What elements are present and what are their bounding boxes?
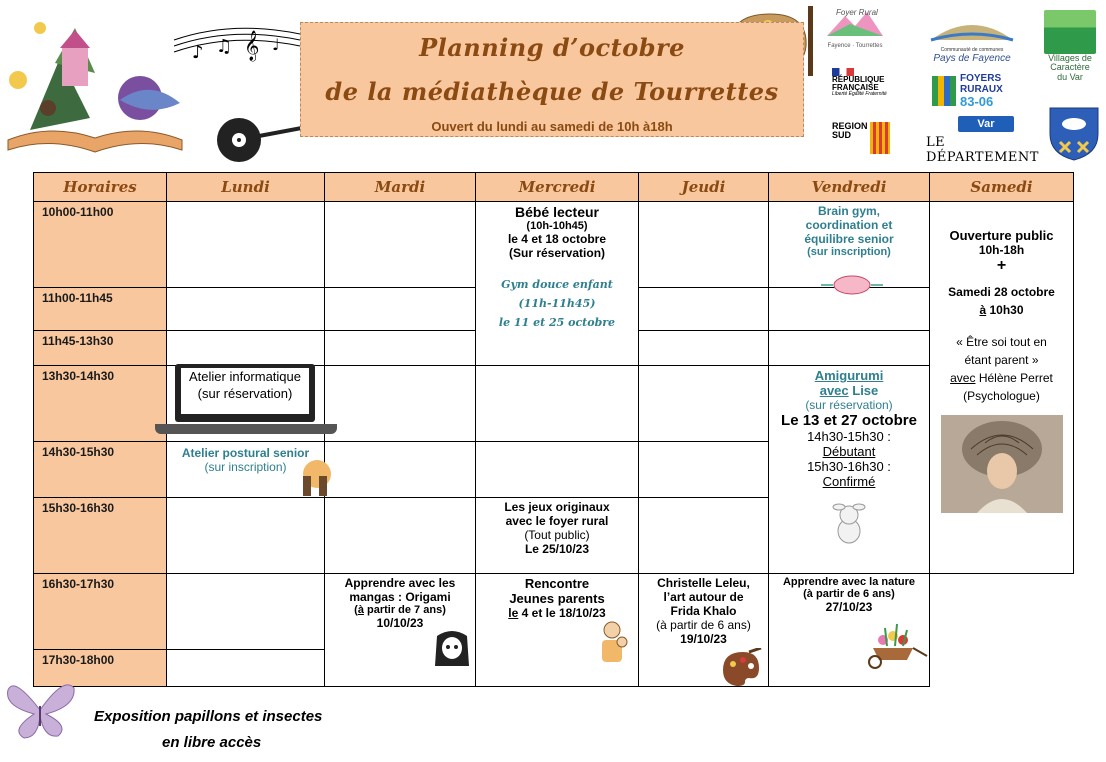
villages-text-1: Villages de [1048, 53, 1092, 63]
col-header-vendredi: Vendredi [769, 173, 930, 202]
event-speaker: Hélène Perret [975, 371, 1053, 385]
event-quote: « Être soi tout en [956, 335, 1047, 349]
var-badge: Var [958, 116, 1014, 132]
cell-empty [325, 331, 476, 366]
cell-empty [167, 288, 325, 331]
event-date: 27/10/23 [825, 600, 873, 614]
pays-name-text: Pays de Fayence [933, 53, 1011, 64]
time-slot: 10h00-11h00 [34, 202, 167, 288]
event-title: équilibre senior [804, 232, 894, 246]
manga-girl-icon [429, 626, 475, 672]
event-opening: Ouverture public [949, 228, 1054, 243]
cell-empty [639, 498, 769, 574]
event-age: (à partir de 6 ans) [656, 618, 751, 632]
cell-empty [639, 442, 769, 498]
departement-var-logo [926, 116, 1050, 165]
book-illustration [0, 18, 190, 160]
svg-text:♪: ♪ [192, 42, 204, 63]
col-header-lundi: Lundi [167, 173, 325, 202]
republique-text-2: FRANÇAISE [832, 83, 879, 92]
event-dates: 4 et le 18/10/23 [518, 606, 606, 620]
cell-empty [769, 331, 930, 366]
foyers-text-3: 83-06 [960, 94, 994, 109]
cell-empty [167, 331, 325, 366]
region-text-1: REGION [832, 121, 868, 131]
cell-empty [167, 202, 325, 288]
cell-empty [639, 288, 769, 331]
event-mangas-origami [325, 574, 476, 687]
event-note: (Sur réservation) [508, 246, 606, 260]
cell-empty [639, 331, 769, 366]
schedule-table [33, 172, 1074, 687]
laptop-icon [175, 364, 315, 422]
svg-text:𝄞: 𝄞 [244, 31, 260, 61]
foyers-text-1: FOYERS [960, 73, 1002, 84]
event-samedi [930, 202, 1074, 574]
event-level: Confirmé [822, 474, 876, 489]
villages-text-2: Caractère [1050, 62, 1090, 73]
cell-empty [325, 442, 476, 498]
event-atelier-informatique [167, 366, 325, 442]
event-date: Samedi 28 octobre [948, 285, 1055, 299]
cell-empty [476, 442, 639, 498]
event-date: 19/10/23 [680, 632, 727, 646]
cell-empty [639, 366, 769, 442]
foyer-rural-text: Foyer Rural [836, 8, 878, 17]
cell-empty [476, 366, 639, 442]
col-header-mercredi: Mercredi [476, 173, 639, 202]
event-title: Frida Khalo [670, 604, 737, 618]
event-time: 10h30 [986, 303, 1024, 317]
region-sud-logo [832, 122, 902, 140]
time-slot: 11h00-11h45 [34, 288, 167, 331]
event-atelier-postural [167, 442, 325, 498]
time-slot: 11h45-13h30 [34, 331, 167, 366]
table-row [34, 366, 1074, 442]
foyers-ruraux-icon [932, 76, 956, 106]
event-title: mangas : Origami [349, 590, 451, 604]
cell-empty [325, 288, 476, 331]
event-age: (à partir de 6 ans) [803, 588, 895, 600]
pays-de-fayence-logo [922, 10, 1022, 64]
event-title: Apprendre avec les [344, 576, 456, 590]
brain-gym-icon [819, 272, 885, 298]
col-header-horaires: Horaires [34, 173, 167, 202]
cell-empty [639, 202, 769, 288]
event-title: Brain gym, [817, 204, 880, 218]
event-note: (sur inscription) [204, 460, 287, 474]
svg-text:♫: ♫ [216, 36, 233, 57]
col-header-samedi: Samedi [930, 173, 1074, 202]
amigurumi-bunny-icon [831, 501, 867, 545]
event-jeux-originaux [476, 498, 639, 574]
event-level: Débutant [822, 444, 876, 459]
flower-wheelbarrow-icon [863, 620, 929, 670]
event-title: Bébé lecteur [514, 204, 600, 220]
event-gym-time: (11h-11h45) [518, 297, 596, 310]
foyers-text-2: RURAUX [960, 83, 1003, 95]
footer-libre-acces: en libre accès [162, 734, 262, 751]
cell-empty [167, 650, 325, 687]
event-time: (10h-10h45) [526, 220, 588, 232]
cell-empty [325, 202, 476, 288]
event-jeunes-parents [476, 574, 639, 687]
village-hill-icon [927, 10, 1017, 42]
event-with: avec [950, 371, 976, 385]
republique-text-3: Liberté Égalité Fraternité [832, 91, 887, 97]
table-row [34, 202, 1074, 288]
departement-text: LE DÉPARTEMENT [926, 135, 1039, 165]
event-date: Le 25/10/23 [524, 542, 590, 556]
cell-empty [769, 288, 930, 331]
event-slot: 15h30-16h30 : [807, 459, 891, 474]
cell-empty [325, 498, 476, 574]
time-slot: 13h30-14h30 [34, 366, 167, 442]
foyers-ruraux-logo [932, 74, 1018, 108]
event-host: Christelle Leleu, [657, 576, 750, 590]
time-slot: 14h30-15h30 [34, 442, 167, 498]
cell-empty [167, 498, 325, 574]
event-nature [769, 574, 930, 687]
pays-top-text: Communauté de communes [940, 47, 1004, 53]
event-dates: Le 13 et 27 octobre [781, 412, 917, 429]
event-title: Amigurumi [814, 368, 884, 383]
event-paren: ( [354, 604, 358, 616]
cell-empty [325, 366, 476, 442]
event-note: (sur inscription) [807, 246, 891, 258]
region-flag-icon [870, 122, 890, 154]
region-text-2: SUD [832, 130, 852, 140]
event-title: Rencontre [524, 576, 590, 591]
republique-logo [832, 68, 902, 97]
event-title: Atelier informatique [189, 369, 301, 384]
event-title: coordination et [805, 218, 893, 232]
event-title: Atelier postural senior [181, 446, 310, 460]
svg-text:♩: ♩ [272, 35, 280, 54]
event-age-prefix: à [357, 604, 364, 616]
col-header-jeudi: Jeudi [639, 173, 769, 202]
laptop-base-icon [155, 424, 337, 434]
opening-hours: Ouvert du lundi au samedi de 10h à18h [431, 119, 673, 134]
foyer-rural-sub: Fayence · Tourrettes [827, 43, 883, 49]
cell-empty [167, 574, 325, 650]
time-slot: 17h30-18h00 [34, 650, 167, 687]
tourrettes-shield-icon [1046, 104, 1102, 162]
event-age: partir de 7 ans) [363, 604, 446, 616]
table-row [34, 574, 1074, 650]
event-title: Apprendre avec la nature [782, 576, 916, 588]
footer-exposition: Exposition papillons et insectes [94, 708, 323, 725]
event-slot: 14h30-15h30 : [807, 429, 891, 444]
event-dates: le 4 et 18 octobre [507, 232, 607, 246]
page-subtitle: de la médiathèque de Tourrettes [325, 77, 779, 106]
thinking-woman-image [941, 415, 1063, 513]
header-row [34, 173, 1074, 202]
music-notes-icon [172, 20, 302, 70]
event-note: (sur réservation) [805, 398, 893, 412]
villages-icon [1044, 10, 1096, 54]
event-gym-dates: le 11 et 25 octobre [498, 316, 616, 329]
painter-palette-icon [719, 648, 763, 688]
event-title: avec le foyer rural [505, 514, 609, 528]
event-bebe-lecteur [476, 202, 639, 366]
event-note: (sur réservation) [197, 386, 293, 401]
event-date: 10/10/23 [376, 616, 424, 630]
event-gym-title: Gym douce enfant [501, 278, 613, 291]
event-amigurumi [769, 366, 930, 574]
time-slot: 15h30-16h30 [34, 498, 167, 574]
event-note: (Tout public) [524, 528, 590, 542]
event-title: Les jeux originaux [504, 500, 610, 514]
seniors-exercise-icon [295, 458, 339, 498]
event-quote: étant parent » [964, 353, 1039, 367]
foyer-rural-logo [822, 8, 888, 64]
villages-text-3: du Var [1057, 71, 1083, 82]
villages-caractere-logo [1038, 10, 1102, 82]
event-at: à [979, 303, 987, 317]
event-frida-khalo [639, 574, 769, 687]
col-header-mardi: Mardi [325, 173, 476, 202]
page-title: Planning d’octobre [419, 33, 685, 62]
event-opening-hours: 10h-18h [978, 243, 1025, 257]
butterfly-icon [4, 676, 78, 742]
event-plus: + [996, 257, 1007, 274]
event-title: l’art autour de [663, 590, 744, 604]
parent-child-icon [594, 620, 630, 664]
title-banner [300, 22, 804, 137]
event-dates-prefix: le [508, 606, 519, 620]
time-slot: 16h30-17h30 [34, 574, 167, 650]
republique-text-1: RÉPUBLIQUE [832, 75, 885, 84]
event-title: Jeunes parents [509, 591, 605, 606]
event-with: avec [819, 383, 849, 398]
event-speaker-role: (Psychologue) [963, 389, 1040, 403]
event-host: Lise [848, 383, 879, 398]
